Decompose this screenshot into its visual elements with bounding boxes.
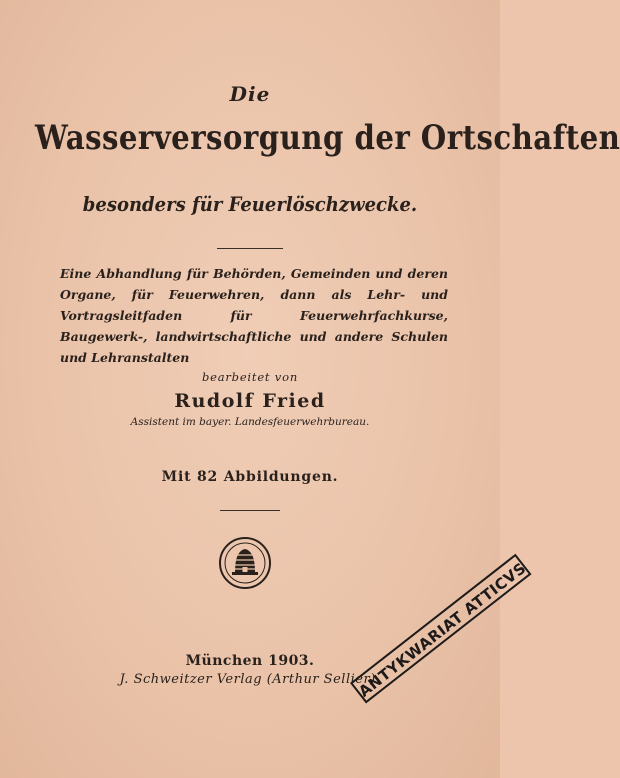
pencil-marks [420, 11, 490, 23]
divider-bottom [220, 510, 280, 511]
imprint-place-year: München 1903. [185, 653, 315, 669]
divider-top [217, 248, 283, 249]
author-name: Rudolf Fried [174, 390, 326, 412]
antiquarian-stamp: ANTYKWARIAT ATTICVS [350, 554, 531, 704]
book-title: Wasserversorgung der Ortschaften [35, 118, 620, 158]
by-line: bearbeitet von [201, 370, 299, 384]
publisher-name: J. Schweitzer Verlag (Arthur Sellier). [119, 672, 381, 687]
illustrations-note: Mit 82 Abbildungen. [161, 469, 339, 485]
description: Eine Abhandlung für Behörden, Gemeinden und deren Organe, für Feuerwehren, dann als Lehr- und Vortragsleitfaden für Feuerwehrfachkurse, Baugewerk-, landwirtschaftliche und andere Schulen und Lehranstalten [60, 266, 448, 365]
pretitle: Die [229, 82, 271, 106]
book-subtitle: besonders für Feuerlöschzwecke. [82, 192, 418, 216]
beehive-emblem-icon [218, 536, 272, 590]
author-position: Assistent im bayer. Landesfeuerwehrbureau. [130, 416, 370, 428]
